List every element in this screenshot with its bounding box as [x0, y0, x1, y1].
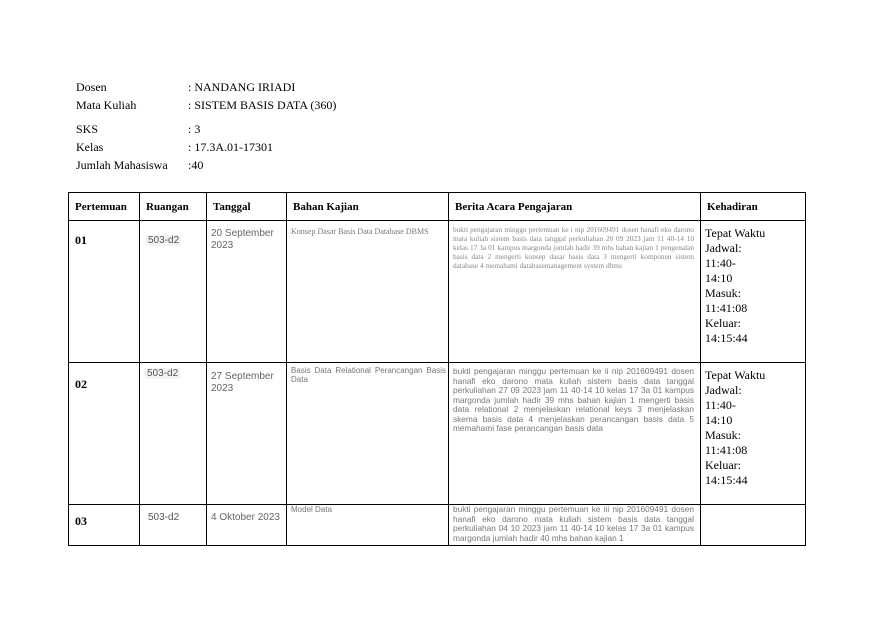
kehadiran-status: Tepat Waktu — [705, 226, 766, 240]
dosen-value: : NANDANG IRIADI — [188, 80, 296, 94]
matkul-label: Mata Kuliah — [76, 98, 137, 112]
kehadiran-masuk-label: Masuk: — [705, 286, 741, 300]
header-tanggal: Tanggal — [207, 193, 287, 221]
kehadiran-keluar-time: 14:15:44 — [705, 331, 748, 345]
table-row — [69, 221, 806, 363]
table-row — [69, 505, 806, 546]
header-bahan-kajian: Bahan Kajian — [287, 193, 449, 221]
kehadiran-keluar-time: 14:15:44 — [705, 473, 748, 487]
ruangan-cell: 503-d2 — [148, 235, 180, 246]
kehadiran-masuk-time: 11:41:08 — [705, 443, 748, 457]
table-row — [69, 363, 806, 505]
kehadiran-status: Tepat Waktu — [705, 368, 766, 382]
attendance-table — [68, 192, 806, 546]
sks-label: SKS — [76, 122, 99, 136]
kehadiran-jadwal-end: 14:10 — [705, 413, 733, 427]
berita-acara-cell: bukti pengajaran minggu pertemuan ke ii nip 201609491 dosen hanafi eko darono mata kuliah sistem basis data tanggal perkuliahan 27 09 2023 jam 11 40-14 10 kelas 17 3a 01 kampus margonda jumlah hadir 39 mhs bahan kajian 1 mengerti basis data relational 2 menjelaskan relational keys 3 menjelaskan skema basis data 4 menjelaskan perancangan basis data 5 memahami fase perancangan basis data — [453, 367, 694, 433]
pertemuan-cell: 01 — [75, 233, 87, 247]
kehadiran-jadwal-start: 11:40- — [705, 398, 736, 412]
header-kehadiran: Kehadiran — [701, 193, 806, 221]
kehadiran-jadwal-label: Jadwal: — [705, 241, 742, 255]
kehadiran-jadwal-label: Jadwal: — [705, 383, 742, 397]
table-header-row — [69, 193, 806, 221]
kehadiran-jadwal-start: 11:40- — [705, 256, 736, 270]
pertemuan-cell: 02 — [75, 377, 87, 391]
bahan-kajian-cell: Model Data — [291, 505, 332, 514]
header-berita-acara: Berita Acara Pengajaran — [449, 193, 701, 221]
tanggal-cell: 4 Oktober 2023 — [211, 512, 280, 523]
bahan-kajian-cell: Konsep Dasar Basis Data Database DBMS — [291, 227, 429, 236]
bahan-kajian-cell: Basis Data Relational Perancangan Basis Data — [291, 366, 446, 384]
jumlah-value: :40 — [188, 158, 204, 172]
kehadiran-masuk-time: 11:41:08 — [705, 301, 748, 315]
kehadiran-masuk-label: Masuk: — [705, 428, 741, 442]
pertemuan-cell: 03 — [75, 514, 87, 528]
tanggal-cell: 27 September 2023 — [211, 371, 274, 394]
ruangan-cell: 503-d2 — [147, 368, 179, 379]
berita-acara-cell: bukti pengajaran minggu pertemuan ke iii nip 201609491 dosen hanafi eko darono mata kuliah sistem basis data tanggal perkuliahan 04 10 2023 jam 11 40-14 10 kelas 17 3a 01 kampus margonda jumlah hadir 40 mhs bahan kajian 1 — [453, 505, 694, 543]
matkul-value: : SISTEM BASIS DATA (360) — [188, 98, 337, 112]
tanggal-cell: 20 September 2023 — [211, 228, 274, 251]
kehadiran-keluar-label: Keluar: — [705, 458, 741, 472]
header-pertemuan: Pertemuan — [69, 193, 140, 221]
kehadiran-jadwal-end: 14:10 — [705, 271, 733, 285]
jumlah-label: Jumlah Mahasiswa — [76, 158, 168, 172]
kelas-label: Kelas — [76, 140, 104, 154]
kehadiran-cell — [705, 226, 775, 346]
kehadiran-cell — [705, 368, 775, 488]
ruangan-cell: 503-d2 — [148, 512, 180, 523]
sks-value: : 3 — [188, 122, 201, 136]
berita-acara-cell: bukti pengajaran minggu pertemuan ke i nip 201609491 dosen hanafi eko darono mata kuliah sistem basis data tanggal perkuliahan 20 09 2023 jam 11 40-14 10 kelas 17 3a 01 kampus margonda jumlah hadir 39 mhs bahan kajian 1 pengenalan basis data 2 mengerti konsep dasar basis data 3 mengerti komponen sistem database 4 memahami databasemanagement system dbms — [453, 225, 694, 270]
kelas-value: : 17.3A.01-17301 — [188, 140, 273, 154]
dosen-label: Dosen — [76, 80, 107, 94]
kehadiran-keluar-label: Keluar: — [705, 316, 741, 330]
header-ruangan: Ruangan — [140, 193, 207, 221]
